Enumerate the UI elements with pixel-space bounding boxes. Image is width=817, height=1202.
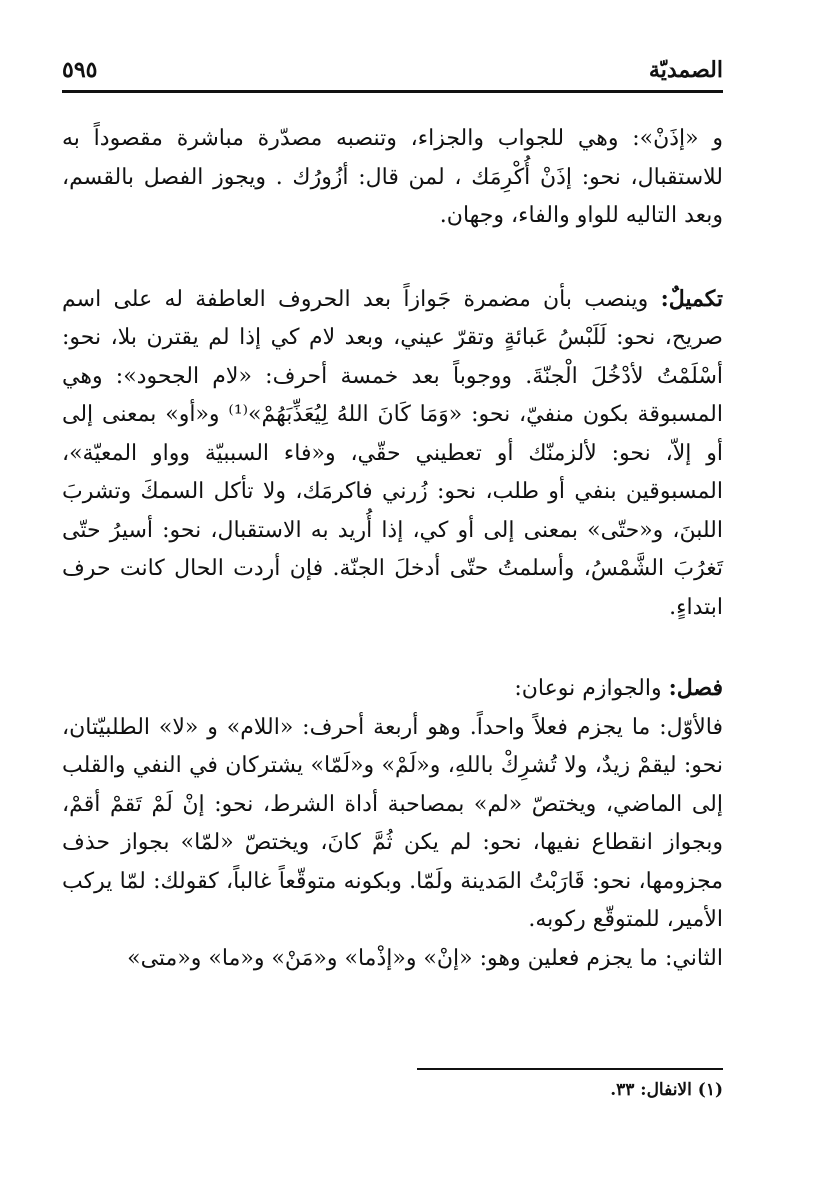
page-number: ٥٩٥ [62, 57, 98, 83]
running-head: الصمديّة [648, 57, 723, 83]
fasl-text: والجوازم نوعان: [514, 676, 669, 701]
paragraph-gap [62, 627, 723, 669]
paragraph-fasl [62, 669, 723, 709]
paragraph-gap [62, 236, 723, 280]
takmil-heading: تكميلٌ: [660, 285, 723, 312]
takmil-text: وينصب بأن مضمرة جَوازاً بعد الحروف العاطفة له على اسم صريح، نحو: لَلَبْسُ عَبائةٍ وتقرّ عيني، وبعد لام كي إذا لم يقترن بلا، نحو: أسْلَمْتُ لأدْخُلَ الْجنّةَ. ووجوباً بعد خمسة أحرف: «لام الجحود»: وهي المسبوقة بكون منفيّ، نحو: «وَمَا كَانَ اللهُ لِيُعَذِّبَهُمْ»⁽¹⁾ و«أو» بمعنى إلى أو إلاّ، نحو: لألزمنّك أو تعطيني حقّي، و«فاء السببيّة وواو المعيّة»، المسبوقين بنفي أو طلب، نحو: زُرني فاكرمَك، ولا تأكل السمكَ وتشربَ اللبنَ، و«حتّى» بمعنى إلى أو كي، إذا أُريد به الاستقبال، نحو: أسيرُ حتّى تَغرُبَ الشَّمْسُ، وأسلمتُ حتّى أدخلَ الجنّة. فإن أردت الحال كانت حرف ابتداءٍ. [62, 286, 723, 620]
body-text [62, 120, 723, 978]
paragraph-second-type: الثاني: ما يجزم فعلين وهو: «إنْ» و«إذْما» و«مَنْ» و«ما» و«متى» [127, 945, 723, 971]
footnote: (١) الانفال: ٣٣. [610, 1080, 723, 1100]
fasl-heading: فصل: [668, 675, 723, 701]
footnote-divider [417, 1068, 723, 1070]
paragraph-idhan: و «إذَنْ»: وهي للجواب والجزاء، وتنصبه مصدّرة مباشرة مقصوداً به للاستقبال، نحو: إذَنْ أُكْرِمَك ، لمن قال: أزُورُك . ويجوز الفصل بالقسم، وبعد التاليه للواو والفاء، وجهان. [62, 126, 723, 228]
paragraph-first-type: فالأوّل: ما يجزم فعلاً واحداً. وهو أربعة أحرف: «اللام» و «لا» الطلبيّتان، نحو: ليقمْ زيدٌ، ولا تُشرِكْ باللهِ، و«لَمْ» و«لَمّا» يشتركان في النفي والقلب إلى الماضي، ويختصّ «لم» بمصاحبة أداة الشرط، نحو: إنْ لَمْ تَقمْ أقمْ، وبجواز انقطاع نفيها، نحو: لم يكن ثُمَّ كانَ، ويختصّ «لمّا» بجواز حذف مجزومها، نحو: قَارَبْتُ المَدينة ولَمّا. وبكونه متوقّعاً غالباً، كقولك: لمّا يركب الأمير، للمتوقّع ركوبه. [62, 714, 723, 932]
page-header [62, 50, 723, 93]
paragraph-takmil [62, 280, 723, 628]
